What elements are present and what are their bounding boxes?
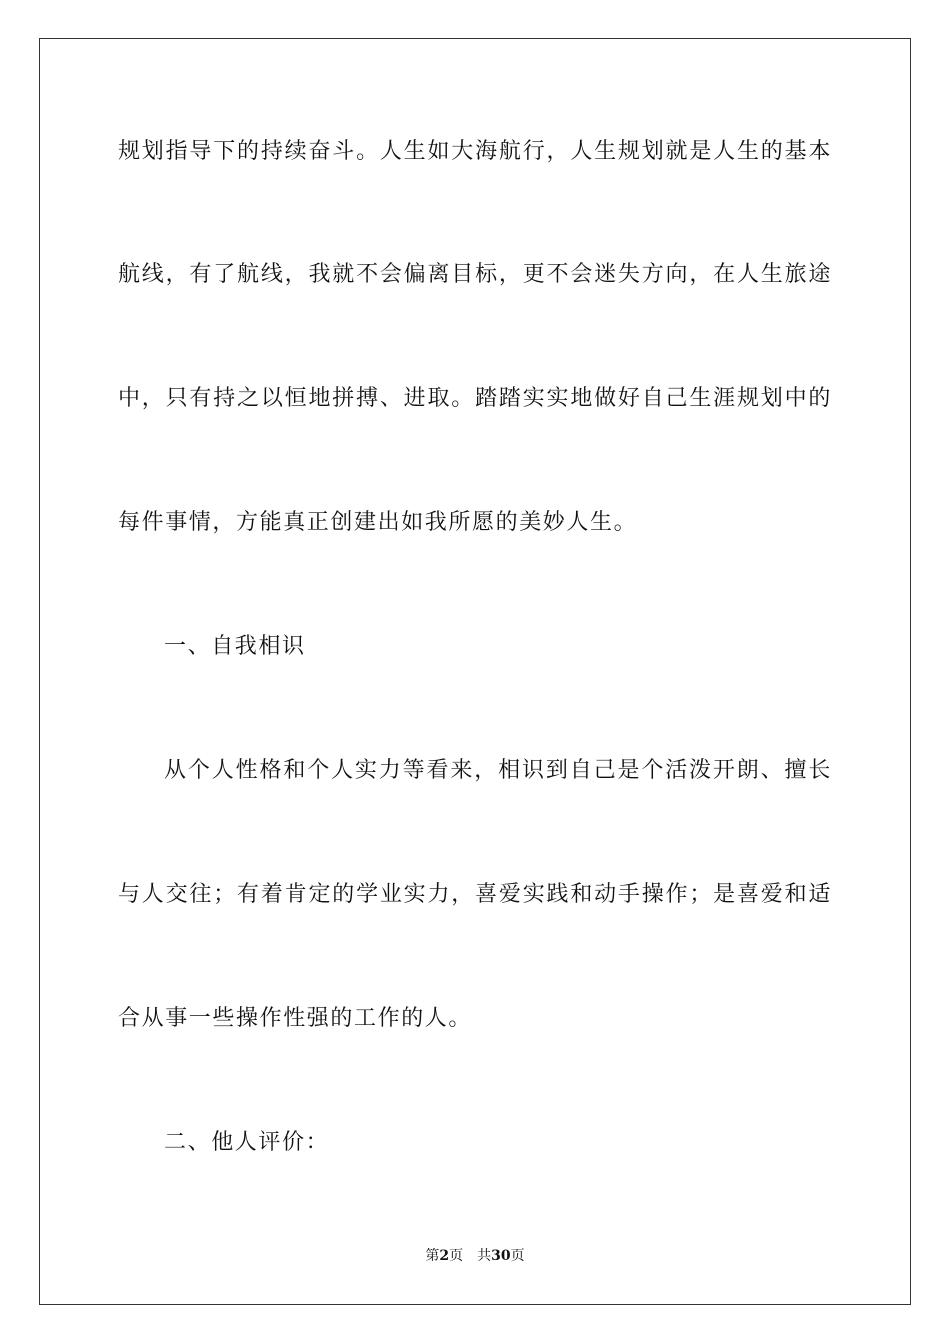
body-line-2: 航线，有了航线，我就不会偏离目标，更不会迷失方向，在人生旅途 xyxy=(118,262,832,287)
footer-prefix: 第 xyxy=(425,1248,440,1264)
footer-current-page: 2 xyxy=(439,1248,450,1264)
body-line-6: 从个人性格和个人实力等看来，相识到自己是个活泼开朗、擅长 xyxy=(164,758,832,783)
body-line-1: 规划指导下的持续奋斗。人生如大海航行，人生规划就是人生的基本 xyxy=(118,139,832,164)
page-border xyxy=(39,38,911,1305)
footer-page-suffix: 页 xyxy=(449,1248,464,1264)
section-heading-others-evaluation: 二、他人评价： xyxy=(164,1130,330,1155)
footer-total-prefix: 共 xyxy=(477,1248,492,1264)
body-line-8: 合从事一些操作性强的工作的人。 xyxy=(118,1006,473,1031)
body-line-7: 与人交往；有着肯定的学业实力，喜爱实践和动手操作；是喜爱和适 xyxy=(118,882,832,907)
body-line-3: 中，只有持之以恒地拼搏、进取。踏踏实实地做好自己生涯规划中的 xyxy=(118,386,832,411)
body-line-4: 每件事情，方能真正创建出如我所愿的美妙人生。 xyxy=(118,510,638,535)
page-footer xyxy=(0,1247,950,1265)
section-heading-self-awareness: 一、自我相识 xyxy=(164,634,306,659)
footer-total-pages: 30 xyxy=(491,1248,511,1264)
footer-total-suffix: 页 xyxy=(510,1248,525,1264)
